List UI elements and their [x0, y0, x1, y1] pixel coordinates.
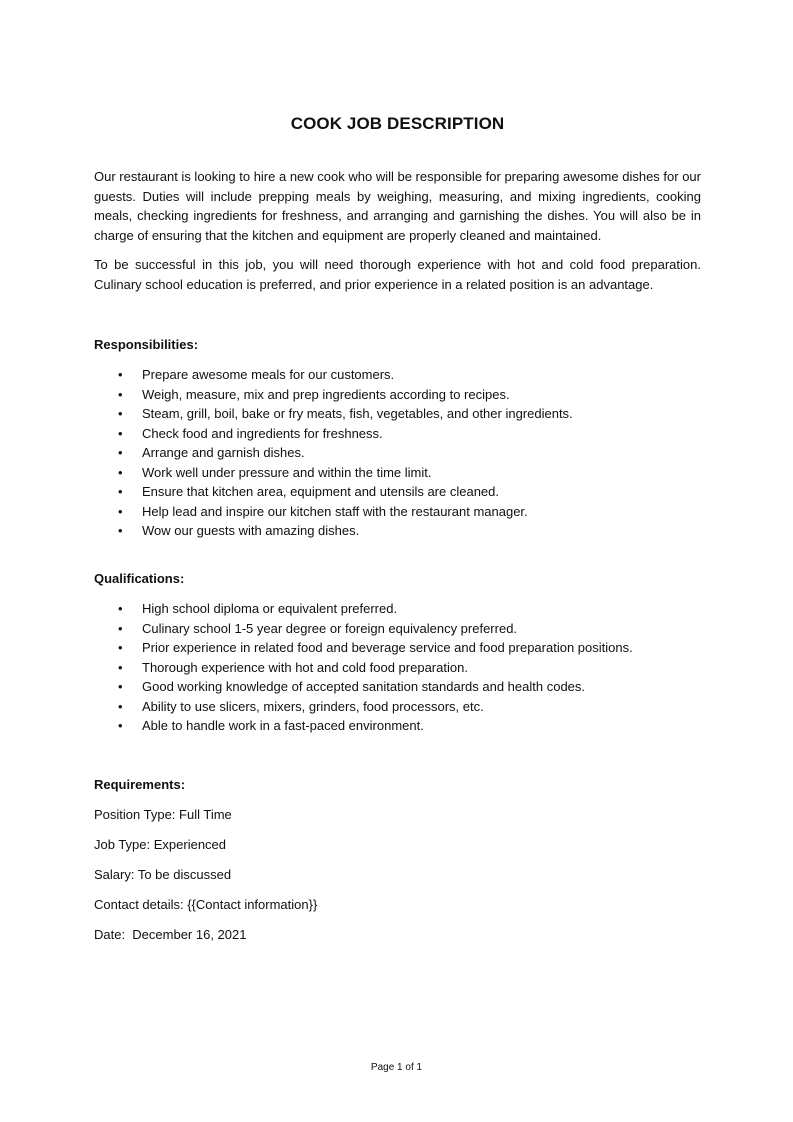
list-item-text: Ability to use slicers, mixers, grinders, food processors, etc. — [142, 698, 484, 714]
list-item — [94, 638, 633, 658]
contact-details: Contact details: {{Contact information}} — [94, 897, 318, 912]
bullet-icon: • — [118, 601, 123, 616]
list-item-text: Arrange and garnish dishes. — [142, 445, 305, 460]
page-number-footer: Page 1 of 1 — [370, 1062, 423, 1073]
requirements-heading: Requirements: — [94, 777, 186, 792]
list-item — [94, 424, 573, 444]
list-item — [94, 385, 573, 405]
list-item — [94, 463, 573, 483]
intro-paragraph-2: To be successful in this job, you will need thorough experience with hot and cold food preparation. Culinary school education is preferred, and prior experience in a related position is an advantage. — [94, 257, 701, 292]
list-item — [94, 716, 633, 736]
list-item-text: Able to handle work in a fast-paced environment. — [142, 718, 424, 733]
list-item — [94, 697, 633, 717]
date: Date: December 16, 2021 — [94, 927, 247, 942]
bullet-icon: • — [118, 367, 123, 382]
list-item-text: Thorough experience with hot and cold food preparation. — [142, 659, 468, 675]
list-item-text: Ensure that kitchen area, equipment and utensils are cleaned. — [142, 484, 500, 499]
bullet-icon: • — [118, 445, 123, 460]
intro-paragraph-1: Our restaurant is looking to hire a new cook who will be responsible for preparing awesome dishes for our guests. Duties will include prepping meals by weighing, measuring, and mixing ingredients, cooking meals, checking ingredients for freshness, and arranging and garnishing the dishes. You will also be in charge of ensuring that the kitchen and equipment are properly cleaned and maintained. — [94, 169, 701, 243]
bullet-icon: • — [118, 503, 123, 519]
list-item-text: Good working knowledge of accepted sanitation standards and health codes. — [142, 679, 586, 694]
job-type: Job Type: Experienced — [94, 837, 227, 852]
list-item-text: High school diploma or equivalent preferred. — [142, 601, 398, 616]
list-item-text: Check food and ingredients for freshness. — [142, 425, 383, 441]
bullet-icon: • — [118, 718, 123, 733]
salary: Salary: To be discussed — [94, 867, 232, 882]
list-item-text: Prior experience in related food and beverage service and food preparation positions. — [142, 640, 633, 655]
bullet-icon: • — [118, 484, 123, 499]
list-item — [94, 599, 633, 619]
qualifications-list — [94, 599, 633, 736]
list-item-text: Culinary school 1-5 year degree or foreign equivalency preferred. — [142, 620, 518, 636]
bullet-icon: • — [118, 620, 123, 636]
bullet-icon: • — [118, 659, 123, 675]
responsibilities-heading: Responsibilities: — [94, 337, 199, 352]
bullet-icon: • — [118, 386, 123, 402]
bullet-icon: • — [118, 640, 123, 655]
list-item-text: Wow our guests with amazing dishes. — [142, 523, 360, 538]
document-title: COOK JOB DESCRIPTION — [290, 114, 505, 133]
position-type: Position Type: Full Time — [94, 807, 232, 822]
list-item — [94, 404, 573, 424]
list-item — [94, 658, 633, 678]
list-item-text: Prepare awesome meals for our customers. — [142, 367, 395, 382]
qualifications-heading: Qualifications: — [94, 571, 185, 586]
bullet-icon: • — [118, 698, 123, 714]
list-item-text: Steam, grill, boil, bake or fry meats, fish, vegetables, and other ingredients. — [142, 406, 573, 421]
list-item — [94, 482, 573, 502]
list-item-text: Help lead and inspire our kitchen staff with the restaurant manager. — [142, 503, 528, 519]
bullet-icon: • — [118, 406, 123, 421]
bullet-icon: • — [118, 464, 123, 480]
list-item — [94, 619, 633, 639]
list-item — [94, 502, 573, 522]
list-item — [94, 443, 573, 463]
responsibilities-list — [94, 365, 573, 541]
bullet-icon: • — [118, 679, 123, 694]
bullet-icon: • — [118, 523, 123, 538]
list-item — [94, 677, 633, 697]
list-item-text: Work well under pressure and within the time limit. — [142, 464, 432, 480]
list-item — [94, 521, 573, 541]
list-item-text: Weigh, measure, mix and prep ingredients according to recipes. — [142, 386, 510, 402]
bullet-icon: • — [118, 425, 123, 441]
list-item — [94, 365, 573, 385]
intro-section — [94, 167, 701, 305]
